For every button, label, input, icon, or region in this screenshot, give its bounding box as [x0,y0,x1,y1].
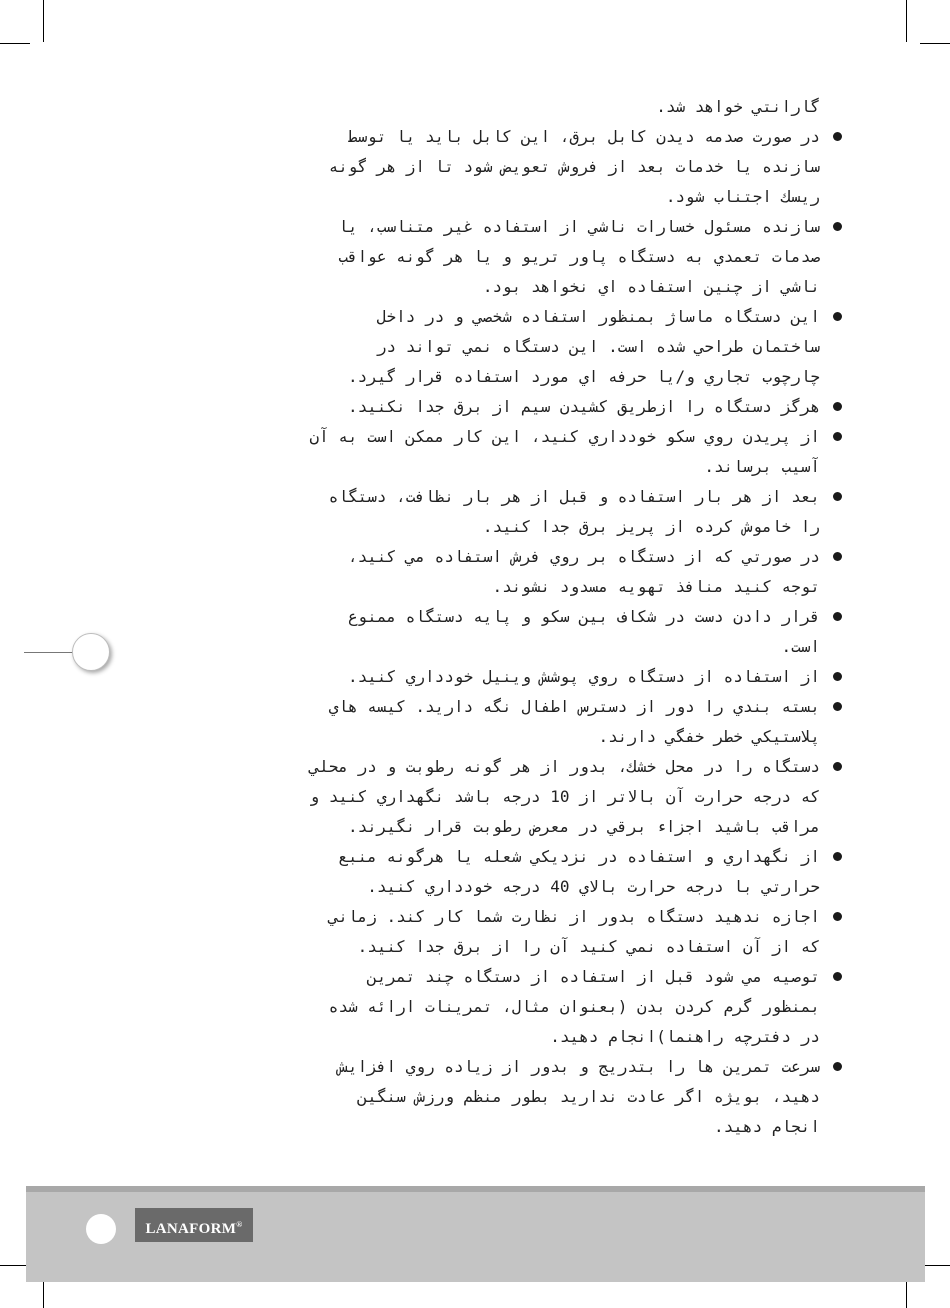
bullet-dot-icon [833,1062,842,1071]
bullet-line: پلاستيكي خطر خفگي دارند. [598,727,820,746]
footer-top-stripe [26,1186,925,1192]
bullet-line: از استفاده از دستگاه روي پوشش وينيل خودداري كنيد. [347,667,820,686]
bullet-line: از نگهداري و استفاده در نزديكي شعله يا هرگونه منبع [338,847,820,866]
safety-instructions [130,92,820,1142]
bullet-item [130,752,820,842]
bullet-line: در صورتي كه از دستگاه بر روي فرش استفاده مي كنيد، [347,547,820,566]
bullet-dot-icon [833,132,842,141]
bullet-line: اين دستگاه ماساژ بمنظور استفاده شخصي و در داخل [376,307,820,326]
bullet-line: قرار دادن دست در شكاف بين سكو و پايه دستگاه ممنوع [347,607,820,626]
page-number-circle [86,1214,116,1244]
bullet-list [130,122,820,1142]
bullet-line: انجام دهيد. [714,1117,820,1136]
bullet-item [130,392,820,422]
bullet-line: صدمات تعمدي به دستگاه پاور تريو و يا هر گونه عواقب [338,247,820,266]
bullet-line: را خاموش كرده از پريز برق جدا كنيد. [482,517,820,536]
side-tab-circle [72,633,110,671]
bullet-line: در دفترچه راهنما)انجام دهيد. [550,1027,820,1046]
bullet-line: دهيد، بويژه اگر عادت نداريد بطور منظم ورزش سنگين [357,1087,820,1106]
bullet-line: چارچوب تجاري و/يا حرفه اي مورد استفاده قرار گيرد. [347,367,820,386]
bullet-line: مراقب باشيد اجزاء برقي در معرض رطوبت قرار نگيرند. [347,817,820,836]
bullet-item [130,302,820,392]
bullet-line: سازنده مسئول خسارات ناشي از استفاده غير متناسب، يا [338,217,820,236]
bullet-line: حرارتي با درجه حرارت بالاي 40 درجه خودداري كنيد. [367,877,820,896]
bullet-item [130,122,820,212]
bullet-dot-icon [833,552,842,561]
bullet-line: توصيه مي شود قبل از استفاده از دستگاه چند تمرين [367,967,820,986]
bullet-dot-icon [833,972,842,981]
bullet-dot-icon [833,702,842,711]
bullet-line: بسته بندي را دور از دسترس اطفال نگه داريد. كيسه هاي [328,697,820,716]
bullet-item [130,542,820,602]
bullet-item [130,422,820,482]
bullet-line: اجازه ندهيد دستگاه بدور از نظارت شما كار كند. زماني [328,907,820,926]
bullet-dot-icon [833,852,842,861]
bullet-line: ريسك اجتناب شود. [665,187,820,206]
bullet-line: دستگاه را در محل خشك، بدور از هر گونه رطوبت و در محلي [309,757,820,776]
crop-mark [0,43,30,44]
bullet-dot-icon [833,432,842,441]
bullet-line: از پريدن روي سكو خودداري كنيد، اين كار ممكن است به آن [309,427,820,446]
bullet-item [130,842,820,902]
bullet-dot-icon [833,912,842,921]
bullet-line: در صورت صدمه ديدن كابل برق، اين كابل بايد يا توسط [347,127,820,146]
bullet-line: كه از آن استفاده نمي كنيد آن را از برق جدا كنيد. [357,937,820,956]
bullet-line: هرگز دستگاه را ازطريق كشيدن سيم از برق جدا نكنيد. [347,397,820,416]
continuation-line: گارانتي خواهد شد. [656,97,820,116]
bullet-dot-icon [833,612,842,621]
bullet-line: است. [781,637,820,656]
bullet-dot-icon [833,312,842,321]
bullet-item [130,482,820,542]
logo-registered-mark: ® [236,1220,243,1229]
bullet-line: كه درجه حرارت آن بالاتر از 10 درجه باشد نگهداري كنيد و [309,787,820,806]
bullet-item [130,902,820,962]
crop-mark [906,0,907,42]
bullet-dot-icon [833,492,842,501]
bullet-line: ساختمان طراحي شده است. اين دستگاه نمي تواند در [376,337,820,356]
bullet-line: بعد از هر بار استفاده و قبل از هر بار نظافت، دستگاه [328,487,820,506]
bullet-line: سرعت تمرين ها را بتدريج و بدور از زياده روي افزايش [338,1057,820,1076]
bullet-line: بمنظور گرم كردن بدن (بعنوان مثال، تمرينات ارائه شده [328,997,820,1016]
bullet-item [130,962,820,1052]
bullet-item [130,212,820,302]
bullet-item [130,602,820,662]
bullet-line: سازنده يا خدمات بعد از فروش تعويض شود تا از هر گونه [328,157,820,176]
bullet-dot-icon [833,402,842,411]
bullet-line: آسيب برساند. [704,457,820,476]
bullet-item [130,1052,820,1142]
bullet-dot-icon [833,762,842,771]
crop-mark [920,43,950,44]
bullet-line: توجه كنيد منافذ تهويه مسدود نشوند. [492,577,820,596]
lanaform-logo [135,1208,253,1242]
bullet-item [130,662,820,692]
bullet-dot-icon [833,222,842,231]
crop-mark [43,0,44,42]
bullet-item [130,692,820,752]
logo-text: LANAFORM [145,1221,237,1237]
footer-band [26,1186,925,1282]
bullet-line: ناشي از چنين استفاده اي نخواهد بود. [482,277,820,296]
bullet-dot-icon [833,672,842,681]
